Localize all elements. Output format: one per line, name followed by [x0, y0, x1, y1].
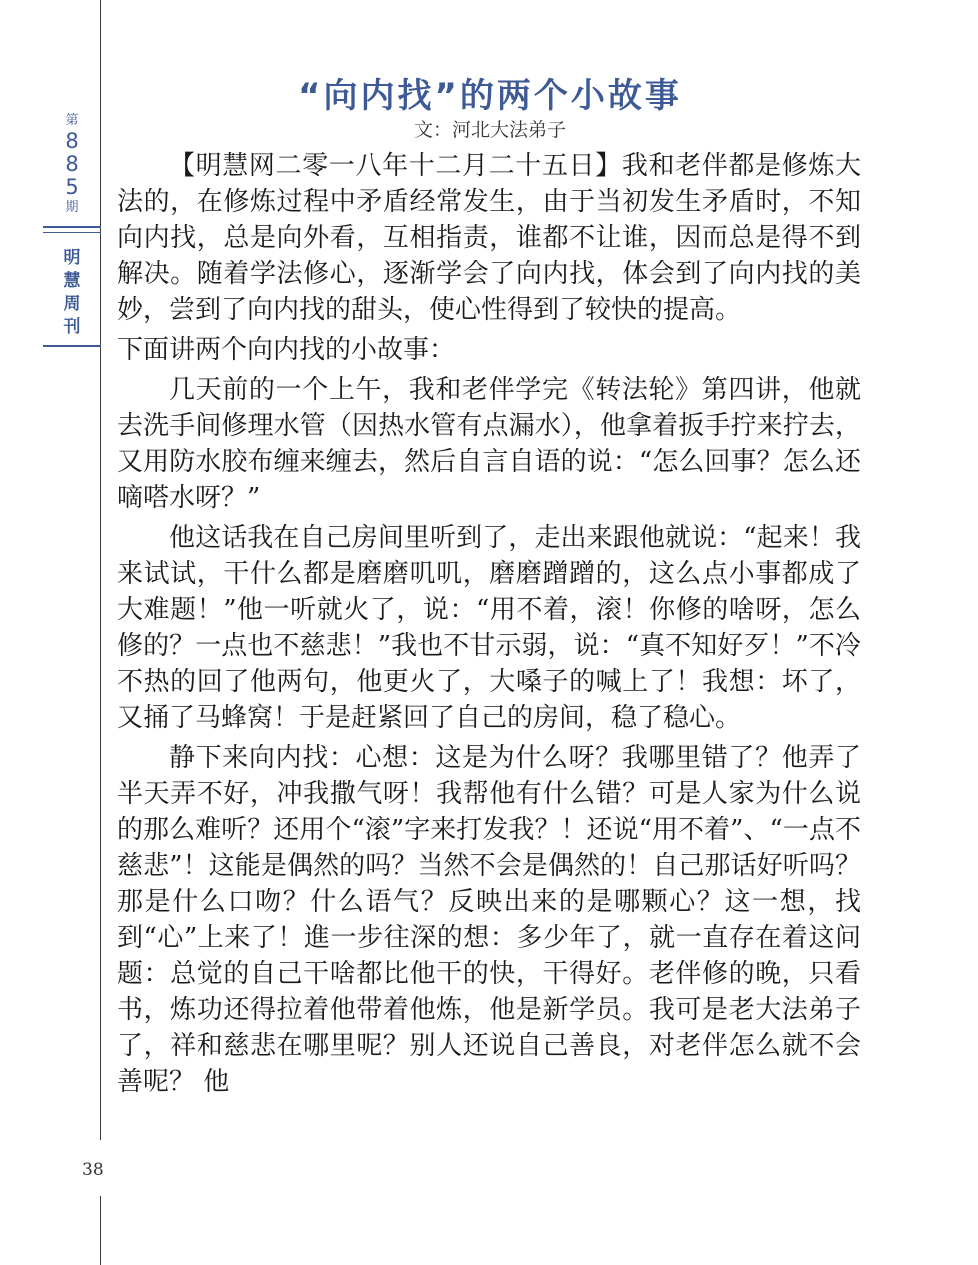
publication-brand: [43, 232, 101, 347]
issue-digit: 8: [65, 129, 79, 153]
paragraph: 几天前的一个上午，我和老伴学完《转法轮》第四讲，他就去洗手间修理水管（因热水管有点漏水），他拿着扳手拧来拧去，又用防水胶布缠来缠去，然后自言自语的说：“怎么回事？怎么还嘀嗒水呀？”: [117, 375, 861, 513]
issue-prefix: 第: [65, 113, 79, 128]
page-number: 38: [82, 1160, 104, 1180]
issue-digit: 5: [65, 175, 79, 199]
issue-suffix: 期: [65, 200, 79, 215]
brand-char: 刊: [63, 317, 81, 337]
paragraph: 静下来向内找：心想：这是为什么呀？我哪里错了？他弄了半天弄不好，冲我撒气呀！我帮他有什么错？可是人家为什么说的那么难听？还用个“滚”字来打发我？！还说“用不着”、“一点不慈悲”！这能是偶然的吗？当然不会是偶然的！自己那话好听吗？那是什么口吻？什么语气？反映出来的是哪颗心？这一想，找到“心”上来了！進一步往深的想：多少年了，就一直存在着这问题：总觉的自己干啥都比他干的快，干得好。老伴修的晚，只看书，炼功还得拉着他带着他炼，他是新学员。我可是老大法弟子了，祥和慈悲在哪里呢？别人还说自己善良，对老伴怎么就不会善呢？ 他: [117, 743, 861, 1097]
brand-char: 明: [63, 248, 81, 268]
brand-char: 慧: [63, 271, 81, 291]
paragraph: 下面讲两个向内找的小故事：: [117, 335, 456, 365]
issue-number-block: [43, 110, 101, 228]
article-body: [117, 148, 861, 1100]
article-title: “向内找”的两个小故事: [298, 76, 682, 116]
paragraph: 他这话我在自己房间里听到了，走出来跟他就说：“起来！我来试试，干什么都是磨磨叽叽，磨磨蹭蹭的，这么点小事都成了大难题！”他一听就火了，说：“用不着，滚！你修的啥呀，怎么修的？一点也不慈悲！”我也不甘示弱，说：“真不知好歹！”不冷不热的回了他两句，他更火了，大嗓子的喊上了！我想：坏了，又捅了马蜂窝！于是赶紧回了自己的房间，稳了稳心。: [117, 523, 861, 733]
issue-digit: 8: [65, 152, 79, 176]
brand-char: 周: [63, 294, 81, 314]
paragraph: 【明慧网二零一八年十二月二十五日】我和老伴都是修炼大法的，在修炼过程中矛盾经常发生，由于当初发生矛盾时，不知向内找，总是向外看，互相指责，谁都不让谁，因而总是得不到解决。随着学法修心，逐渐学会了向内找，体会到了向内找的美妙，尝到了向内找的甜头，使心性得到了较快的提高。: [117, 151, 861, 325]
article-author: 文：河北大法弟子: [413, 119, 566, 141]
